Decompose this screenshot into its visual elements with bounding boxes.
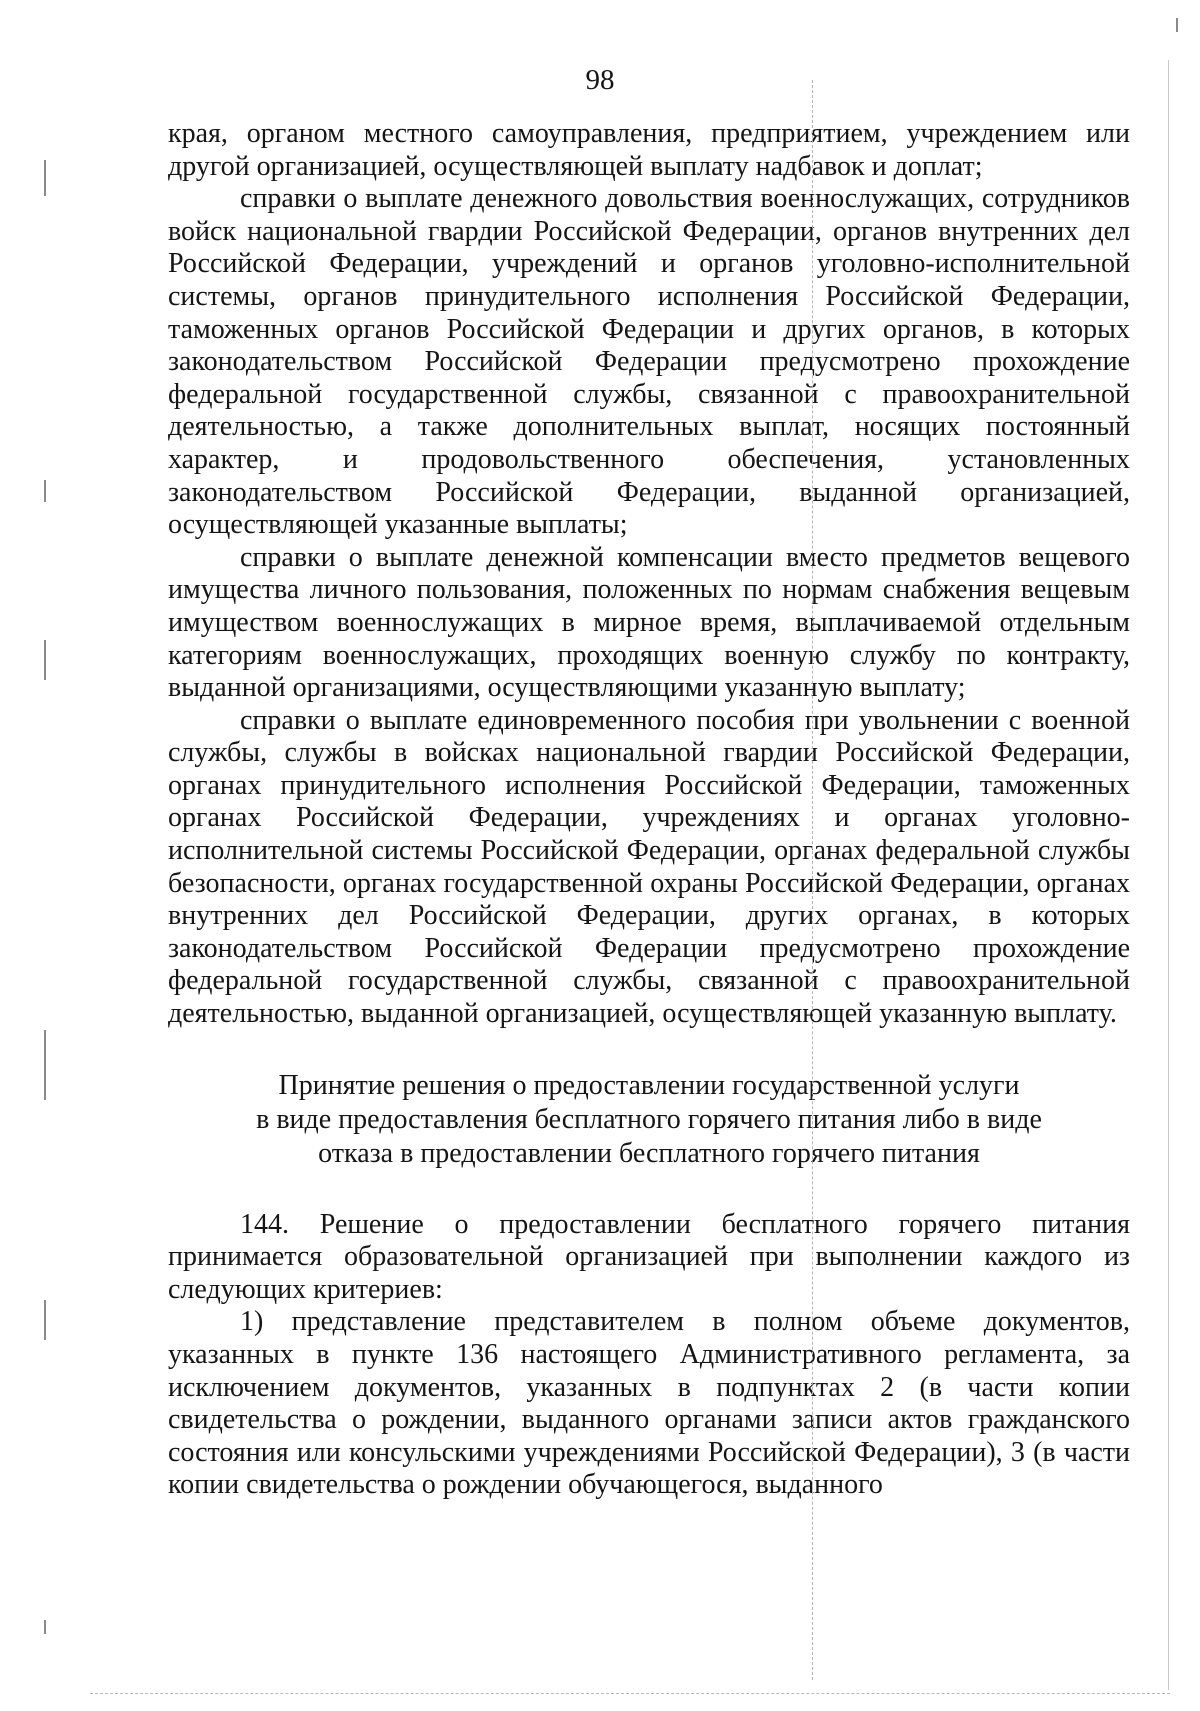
scan-edge-mark [44, 640, 46, 680]
paragraph: края, органом местного самоуправления, предприятием, учреждением или другой организацией, осуществляющей выплату надбавок и доплат; [168, 118, 1130, 182]
paragraph: 144. Решение о предоставлении бесплатного горячего питания принимается образовательной организацией при выполнении каждого из следующих критериев: [168, 1208, 1130, 1305]
scan-edge-mark [44, 1300, 46, 1340]
page-number: 98 [585, 64, 615, 96]
section-heading [168, 1069, 1130, 1171]
scan-fold-line [812, 80, 813, 1680]
paragraph: 1) представление представителем в полном объеме документов, указанных в пункте 136 настоящего Административного регламента, за исключением документов, указанных в подпунктах 2 (в части копии свидетельства о рождении, выданного органами записи актов гражданского состояния или консульскими учреждениями Российской Федерации), 3 (в части копии свидетельства о рождении обучающегося, выданного [168, 1306, 1130, 1501]
paragraph: справки о выплате единовременного пособия при увольнении с военной службы, службы в войсках национальной гвардии Российской Федерации, органах принудительного исполнения Российской Федерации, таможенных органах Российской Федерации, учреждениях и органах уголовно-исполнительной системы Российской Федерации, органах федеральной службы безопасности, органах государственной охраны Российской Федерации, органах внутренних дел Российской Федерации, других органах, в которых законодательством Российской Федерации предусмотрено прохождение федеральной государственной службы, связанной с правоохранительной деятельностью, выданной организацией, осуществляющей указанную выплату. [168, 704, 1130, 1030]
section-heading-line: в виде предоставления бесплатного горячего питания либо в виде [256, 1103, 1042, 1135]
paragraph: справки о выплате денежной компенсации вместо предметов вещевого имущества личного пользования, положенных по нормам снабжения вещевым имуществом военнослужащих в мирное время, выплачиваемой отдельным категориям военнослужащих, проходящих военную службу по контракту, выданной организациями, осуществляющими указанную выплату; [168, 541, 1130, 704]
scan-edge-mark [44, 1620, 46, 1634]
scan-edge-line [1168, 60, 1169, 1690]
scan-edge-mark [44, 1030, 46, 1100]
scan-edge-mark [44, 160, 46, 196]
paragraph: справки о выплате денежного довольствия военнослужащих, сотрудников войск национальной гвардии Российской Федерации, органов внутренних дел Российской Федерации, учреждений и органов уголовно-исполнительной системы, органов принудительного исполнения Российской Федерации, таможенных органов Российской Федерации и других органов, в которых законодательством Российской Федерации предусмотрено прохождение федеральной государственной службы, связанной с правоохранительной деятельностью, а также дополнительных выплат, носящих постоянный характер, и продовольственного обеспечения, установленных законодательством Российской Федерации, выданной организацией, осуществляющей указанные выплаты; [168, 183, 1130, 541]
scan-bottom-line [90, 1693, 1170, 1694]
section-heading-line: Принятие решения о предоставлении государственной услуги [278, 1069, 1020, 1101]
section-heading-line: отказа в предоставлении бесплатного горячего питания [318, 1137, 980, 1169]
scan-corner-mark [1176, 18, 1178, 32]
document-body [168, 118, 1130, 1502]
scan-edge-mark [44, 480, 46, 502]
